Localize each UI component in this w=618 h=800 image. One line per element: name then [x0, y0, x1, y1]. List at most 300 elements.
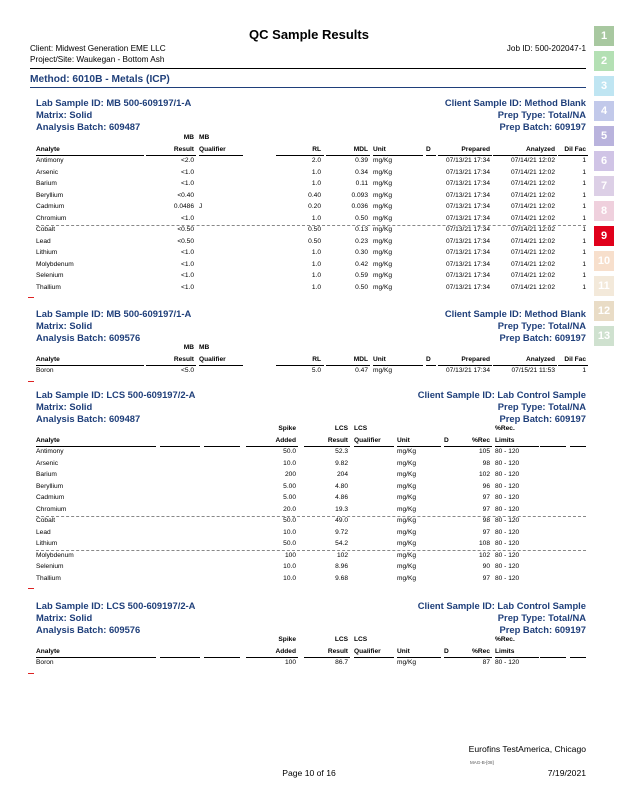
- cell-result: <2.0: [180, 157, 194, 164]
- cell-unit: mg/Kg: [397, 659, 417, 666]
- cell-analyte: Arsenic: [36, 459, 58, 467]
- cell-prep: 07/13/21 17:34: [446, 272, 490, 279]
- cell-mdl: 0.50: [355, 214, 368, 222]
- analysis-batch: Analysis Batch: 609487: [36, 121, 141, 132]
- cell-mdl: 0.50: [355, 283, 368, 291]
- cell-unit: mg/Kg: [373, 367, 393, 374]
- column-header-result: Result: [173, 146, 194, 153]
- cell-unit: mg/Kg: [397, 471, 417, 478]
- cell-rec: 96: [482, 482, 490, 490]
- cell-anal: 07/14/21 12:02: [511, 203, 555, 210]
- cell-unit: mg/Kg: [373, 203, 393, 210]
- header-underline: [146, 155, 196, 156]
- column-header-analyte: Analyte: [36, 356, 60, 363]
- cell-result: 49.0: [335, 517, 348, 524]
- cell-analyte: Boron: [36, 367, 54, 374]
- tab-5[interactable]: 5: [594, 126, 614, 146]
- column-header-d: D: [426, 356, 431, 363]
- tab-4[interactable]: 4: [594, 101, 614, 121]
- cell-analyte: Cobalt: [36, 226, 56, 233]
- cell-mdl: 0.30: [355, 249, 368, 256]
- matrix: Matrix: Solid: [36, 109, 93, 120]
- analysis-batch: Analysis Batch: 609487: [36, 413, 141, 424]
- cell-unit: mg/Kg: [397, 448, 417, 455]
- rec-header: %Rec.: [495, 425, 515, 432]
- cell-lim: 80 - 120: [495, 517, 520, 524]
- cell-unit: mg/Kg: [373, 180, 393, 187]
- cell-result: <0.50: [177, 226, 194, 233]
- tab-13[interactable]: 13: [594, 326, 614, 346]
- cell-rec: 108: [478, 540, 490, 547]
- cell-analyte: Molybdenum: [36, 260, 74, 268]
- cell-spike: 100: [284, 551, 296, 559]
- table-row: [36, 180, 596, 191]
- tab-10[interactable]: 10: [594, 251, 614, 271]
- column-header-unit: Unit: [397, 648, 410, 655]
- cell-dil: 1: [582, 283, 586, 291]
- small-code: MAG-B-[08]: [470, 760, 494, 765]
- lab-sample-id: Lab Sample ID: LCS 500-609197/2-A: [36, 600, 196, 611]
- cell-unit: mg/Kg: [397, 517, 417, 524]
- cell-unit: mg/Kg: [373, 249, 393, 256]
- column-header-limits: Limits: [495, 437, 515, 444]
- cell-analyte: Beryllium: [36, 482, 64, 490]
- cell-anal: 07/14/21 12:02: [511, 180, 555, 187]
- cell-spike: 5.00: [283, 482, 296, 490]
- column-header-dil: Dil Fac: [564, 356, 586, 363]
- cell-prep: 07/13/21 17:34: [446, 237, 490, 245]
- lcs-header: LCS: [334, 425, 348, 432]
- column-header-result: Result: [173, 356, 194, 363]
- cell-unit: mg/Kg: [397, 540, 417, 547]
- header-underline: [326, 155, 370, 156]
- cell-analyte: Arsenic: [36, 168, 58, 176]
- cell-analyte: Beryllium: [36, 191, 64, 199]
- column-header-d: D: [426, 146, 431, 153]
- cell-result: <0.50: [177, 237, 194, 245]
- cell-anal: 07/14/21 12:02: [511, 237, 555, 245]
- table-row: [36, 529, 596, 540]
- cell-analyte: Selenium: [36, 272, 64, 279]
- cell-unit: mg/Kg: [373, 214, 393, 222]
- cell-result: 86.7: [335, 659, 348, 666]
- cell-unit: mg/Kg: [397, 494, 417, 501]
- column-header-qualifier: Qualifier: [354, 437, 381, 444]
- table-row: [36, 517, 596, 528]
- cell-unit: mg/Kg: [373, 168, 393, 176]
- prep-type: Prep Type: Total/NA: [497, 401, 586, 412]
- header-underline: [426, 365, 436, 366]
- table-row: [36, 169, 596, 180]
- cell-unit: mg/Kg: [397, 563, 417, 570]
- column-header-d: D: [444, 648, 449, 655]
- table-row: [36, 575, 596, 586]
- header-underline: [36, 365, 144, 366]
- lab-sample-id: Lab Sample ID: LCS 500-609197/2-A: [36, 389, 196, 400]
- column-header-unit: Unit: [373, 146, 386, 153]
- cell-analyte: Lead: [36, 528, 51, 536]
- header-underline: [36, 446, 156, 447]
- report-date: 7/19/2021: [547, 768, 586, 778]
- cell-mdl: 0.036: [351, 203, 368, 210]
- column-header-analyte: Analyte: [36, 648, 60, 655]
- table-row: [36, 157, 596, 168]
- cell-rec: 97: [482, 505, 490, 513]
- table-row: [36, 552, 596, 563]
- table-row: [36, 249, 596, 260]
- client-sample-id: Client Sample ID: Lab Control Sample: [417, 600, 586, 611]
- cell-dil: 1: [582, 260, 586, 268]
- cell-rec: 98: [482, 517, 490, 524]
- cell-lim: 80 - 120: [495, 471, 520, 478]
- cell-lim: 80 - 120: [495, 551, 520, 559]
- header-underline: [438, 365, 492, 366]
- cell-result: <5.0: [180, 367, 194, 374]
- cell-result: 102: [336, 551, 348, 559]
- cell-anal: 07/14/21 12:02: [511, 168, 555, 176]
- cell-prep: 07/13/21 17:34: [446, 283, 490, 291]
- table-row: [36, 272, 596, 283]
- client-sample-id: Client Sample ID: Method Blank: [444, 308, 586, 319]
- cell-result: 0.0486: [173, 203, 194, 210]
- end-marker: [28, 673, 34, 674]
- cell-analyte: Chromium: [36, 214, 67, 222]
- cell-dil: 1: [582, 367, 586, 374]
- cell-rl: 0.50: [308, 237, 321, 245]
- cell-unit: mg/Kg: [373, 237, 393, 245]
- prep-batch: Prep Batch: 609197: [499, 121, 586, 132]
- cell-mdl: 0.11: [355, 180, 368, 187]
- header-underline: [304, 446, 350, 447]
- cell-rl: 1.0: [311, 168, 321, 176]
- column-header-analyte: Analyte: [36, 437, 60, 444]
- column-header-mdl: MDL: [353, 146, 368, 153]
- header-underline: [160, 657, 200, 658]
- mb-header: MB: [199, 344, 210, 351]
- column-header-unit: Unit: [373, 356, 386, 363]
- cell-mdl: 0.34: [355, 168, 368, 176]
- cell-rl: 0.20: [308, 203, 321, 210]
- cell-mdl: 0.47: [355, 367, 368, 374]
- end-marker: [28, 381, 34, 382]
- matrix: Matrix: Solid: [36, 612, 93, 623]
- cell-rl: 0.40: [308, 191, 321, 199]
- cell-result: 8.96: [335, 563, 348, 570]
- table-row: [36, 494, 596, 505]
- cell-unit: mg/Kg: [373, 272, 393, 279]
- cell-lim: 80 - 120: [495, 540, 520, 547]
- cell-lim: 80 - 120: [495, 459, 520, 467]
- table-row: [36, 471, 596, 482]
- cell-rl: 2.0: [311, 157, 321, 164]
- page-number: Page 10 of 16: [282, 768, 336, 778]
- header-underline: [160, 446, 200, 447]
- header-underline: [493, 155, 557, 156]
- column-header-rl: RL: [312, 356, 321, 363]
- cell-rl: 1.0: [311, 180, 321, 187]
- header-underline: [304, 657, 350, 658]
- analysis-batch: Analysis Batch: 609576: [36, 624, 141, 635]
- cell-dil: 1: [582, 214, 586, 222]
- tab-12[interactable]: 12: [594, 301, 614, 321]
- column-header-prepared: Prepared: [461, 356, 490, 363]
- cell-lim: 80 - 120: [495, 574, 520, 582]
- column-header-d: D: [444, 437, 449, 444]
- cell-dil: 1: [582, 191, 586, 199]
- cell-dil: 1: [582, 168, 586, 176]
- analysis-batch: Analysis Batch: 609576: [36, 332, 141, 343]
- mb-header: MB: [183, 134, 194, 141]
- cell-anal: 07/14/21 12:02: [511, 191, 555, 199]
- cell-spike: 200: [284, 471, 296, 478]
- column-header-qualifier: Qualifier: [199, 356, 226, 363]
- cell-rec: 97: [482, 528, 490, 536]
- header-underline: [397, 446, 441, 447]
- cell-rec: 105: [478, 448, 490, 455]
- header-underline: [199, 365, 243, 366]
- cell-dil: 1: [582, 272, 586, 279]
- cell-unit: mg/Kg: [397, 459, 417, 467]
- cell-rec: 87: [482, 659, 490, 666]
- header-underline: [540, 446, 566, 447]
- cell-analyte: Lithium: [36, 540, 58, 547]
- cell-rl: 1.0: [311, 283, 321, 291]
- header-underline: [495, 657, 539, 658]
- cell-lim: 80 - 120: [495, 482, 520, 490]
- cell-prep: 07/13/21 17:34: [446, 157, 490, 164]
- table-row: [36, 203, 596, 214]
- cell-prep: 07/13/21 17:34: [446, 367, 490, 374]
- cell-result: 4.86: [335, 494, 348, 501]
- cell-unit: mg/Kg: [373, 260, 393, 268]
- column-header-analyzed: Analyzed: [526, 146, 555, 153]
- tab-6[interactable]: 6: [594, 151, 614, 171]
- cell-unit: mg/Kg: [397, 528, 417, 536]
- company-name: Eurofins TestAmerica, Chicago: [468, 744, 586, 754]
- cell-mdl: 0.42: [355, 260, 368, 268]
- cell-analyte: Antimony: [36, 157, 64, 164]
- prep-batch: Prep Batch: 609197: [499, 332, 586, 343]
- cell-analyte: Lithium: [36, 249, 58, 256]
- tab-3[interactable]: 3: [594, 76, 614, 96]
- cell-analyte: Barium: [36, 180, 57, 187]
- cell-spike: 20.0: [283, 505, 296, 513]
- cell-result: <1.0: [180, 283, 194, 291]
- header-underline: [36, 155, 144, 156]
- header-underline: [204, 446, 240, 447]
- table-row: [36, 563, 596, 574]
- column-header-spike2: Added: [275, 648, 296, 655]
- header-underline: [444, 657, 454, 658]
- header-underline: [570, 657, 586, 658]
- cell-rl: 0.50: [308, 226, 321, 233]
- column-header-rec: %Rec: [472, 648, 490, 655]
- header-underline: [276, 155, 324, 156]
- cell-q: J: [199, 203, 203, 210]
- cell-dil: 1: [582, 180, 586, 187]
- header-underline: [276, 365, 324, 366]
- cell-result: <0.40: [177, 191, 194, 199]
- cell-lim: 80 - 120: [495, 563, 520, 570]
- header-underline: [204, 657, 240, 658]
- cell-rec: 90: [482, 563, 490, 570]
- cell-anal: 07/14/21 12:02: [511, 249, 555, 256]
- cell-mdl: 0.23: [355, 237, 368, 245]
- cell-rec: 102: [478, 471, 490, 478]
- cell-spike: 100: [284, 659, 296, 666]
- cell-rec: 97: [482, 494, 490, 501]
- cell-result: <1.0: [180, 168, 194, 176]
- header-underline: [495, 446, 539, 447]
- cell-unit: mg/Kg: [397, 482, 417, 490]
- cell-result: <1.0: [180, 249, 194, 256]
- table-row: [36, 261, 596, 272]
- cell-lim: 80 - 120: [495, 505, 520, 513]
- table-row: [36, 483, 596, 494]
- column-header-limits: Limits: [495, 648, 515, 655]
- cell-anal: 07/14/21 12:02: [511, 283, 555, 291]
- cell-result: 9.68: [335, 574, 348, 582]
- cell-spike: 10.0: [283, 563, 296, 570]
- tab-7[interactable]: 7: [594, 176, 614, 196]
- cell-result: 9.82: [335, 459, 348, 467]
- prep-type: Prep Type: Total/NA: [497, 320, 586, 331]
- header-underline: [354, 446, 394, 447]
- header-underline: [326, 365, 370, 366]
- header-underline: [397, 657, 441, 658]
- cell-mdl: 0.093: [351, 191, 368, 199]
- table-row: [36, 460, 596, 471]
- cell-analyte: Molybdenum: [36, 551, 74, 559]
- header-underline: [570, 446, 586, 447]
- prep-type: Prep Type: Total/NA: [497, 612, 586, 623]
- cell-rl: 5.0: [311, 367, 321, 374]
- header-underline: [246, 446, 298, 447]
- column-header-rec: %Rec: [472, 437, 490, 444]
- cell-spike: 10.0: [283, 574, 296, 582]
- header-underline: [199, 155, 243, 156]
- cell-analyte: Antimony: [36, 448, 64, 455]
- cell-result: 9.72: [335, 528, 348, 536]
- column-header-analyzed: Analyzed: [526, 356, 555, 363]
- column-header-mdl: MDL: [353, 356, 368, 363]
- cell-analyte: Cadmium: [36, 494, 65, 501]
- cell-lim: 80 - 120: [495, 659, 520, 666]
- header-underline: [444, 446, 454, 447]
- cell-rl: 1.0: [311, 214, 321, 222]
- cell-analyte: Selenium: [36, 563, 64, 570]
- cell-analyte: Cadmium: [36, 203, 65, 210]
- header-underline: [373, 365, 423, 366]
- matrix: Matrix: Solid: [36, 320, 93, 331]
- cell-result: <1.0: [180, 272, 194, 279]
- cell-unit: mg/Kg: [373, 191, 393, 199]
- cell-mdl: 0.59: [355, 272, 368, 279]
- rec-header: %Rec.: [495, 636, 515, 643]
- cell-anal: 07/14/21 12:02: [511, 272, 555, 279]
- cell-anal: 07/14/21 12:02: [511, 214, 555, 222]
- lcs-header: LCS: [354, 425, 368, 432]
- cell-analyte: Thallium: [36, 283, 61, 291]
- header-underline: [246, 657, 298, 658]
- table-row: [36, 284, 596, 295]
- cell-result: <1.0: [180, 214, 194, 222]
- tab-2[interactable]: 2: [594, 51, 614, 71]
- header-underline: [438, 155, 492, 156]
- cell-result: 19.3: [335, 505, 348, 513]
- tab-11[interactable]: 11: [594, 276, 614, 296]
- cell-spike: 10.0: [283, 528, 296, 536]
- job-id: Job ID: 500-202047-1: [506, 44, 586, 53]
- header-divider: [30, 68, 586, 69]
- cell-unit: mg/Kg: [397, 574, 417, 582]
- cell-unit: mg/Kg: [397, 551, 417, 559]
- column-header-qualifier: Qualifier: [354, 648, 381, 655]
- cell-analyte: Thallium: [36, 574, 61, 582]
- cell-analyte: Barium: [36, 471, 57, 478]
- method-divider: [30, 87, 586, 88]
- cell-spike: 50.0: [283, 448, 296, 455]
- cell-rl: 1.0: [311, 272, 321, 279]
- tab-9[interactable]: 9: [594, 226, 614, 246]
- header-underline: [454, 657, 492, 658]
- prep-type: Prep Type: Total/NA: [497, 109, 586, 120]
- cell-lim: 80 - 120: [495, 494, 520, 501]
- cell-result: 54.2: [335, 540, 348, 547]
- spike-header: Spike: [278, 636, 296, 643]
- cell-prep: 07/13/21 17:34: [446, 168, 490, 176]
- cell-rec: 98: [482, 459, 490, 467]
- header-underline: [354, 657, 394, 658]
- spike-header: Spike: [278, 425, 296, 432]
- prep-batch: Prep Batch: 609197: [499, 624, 586, 635]
- cell-spike: 50.0: [283, 540, 296, 547]
- client-name: Client: Midwest Generation EME LLC: [30, 44, 166, 53]
- mb-header: MB: [199, 134, 210, 141]
- table-row: [36, 659, 596, 670]
- project-site: Project/Site: Waukegan - Bottom Ash: [30, 55, 165, 64]
- matrix: Matrix: Solid: [36, 401, 93, 412]
- table-row: [36, 192, 596, 203]
- column-header-rl: RL: [312, 146, 321, 153]
- cell-unit: mg/Kg: [373, 157, 393, 164]
- tab-1[interactable]: 1: [594, 26, 614, 46]
- table-row: [36, 448, 596, 459]
- header-underline: [373, 155, 423, 156]
- column-header-qualifier: Qualifier: [199, 146, 226, 153]
- cell-spike: 5.00: [283, 494, 296, 501]
- client-sample-id: Client Sample ID: Method Blank: [444, 97, 586, 108]
- cell-dil: 1: [582, 249, 586, 256]
- table-row: [36, 226, 596, 237]
- cell-rec: 97: [482, 574, 490, 582]
- cell-dil: 1: [582, 157, 586, 164]
- cell-anal: 07/14/21 12:02: [511, 157, 555, 164]
- tab-8[interactable]: 8: [594, 201, 614, 221]
- cell-rl: 1.0: [311, 260, 321, 268]
- cell-unit: mg/Kg: [373, 283, 393, 291]
- cell-prep: 07/13/21 17:34: [446, 226, 490, 233]
- cell-result: <1.0: [180, 180, 194, 187]
- header-underline: [454, 446, 492, 447]
- lab-sample-id: Lab Sample ID: MB 500-609197/1-A: [36, 97, 192, 108]
- cell-dil: 1: [582, 203, 586, 210]
- header-underline: [558, 155, 588, 156]
- cell-result: 52.3: [335, 448, 348, 455]
- column-header-analyte: Analyte: [36, 146, 60, 153]
- cell-prep: 07/13/21 17:34: [446, 203, 490, 210]
- header-underline: [146, 365, 196, 366]
